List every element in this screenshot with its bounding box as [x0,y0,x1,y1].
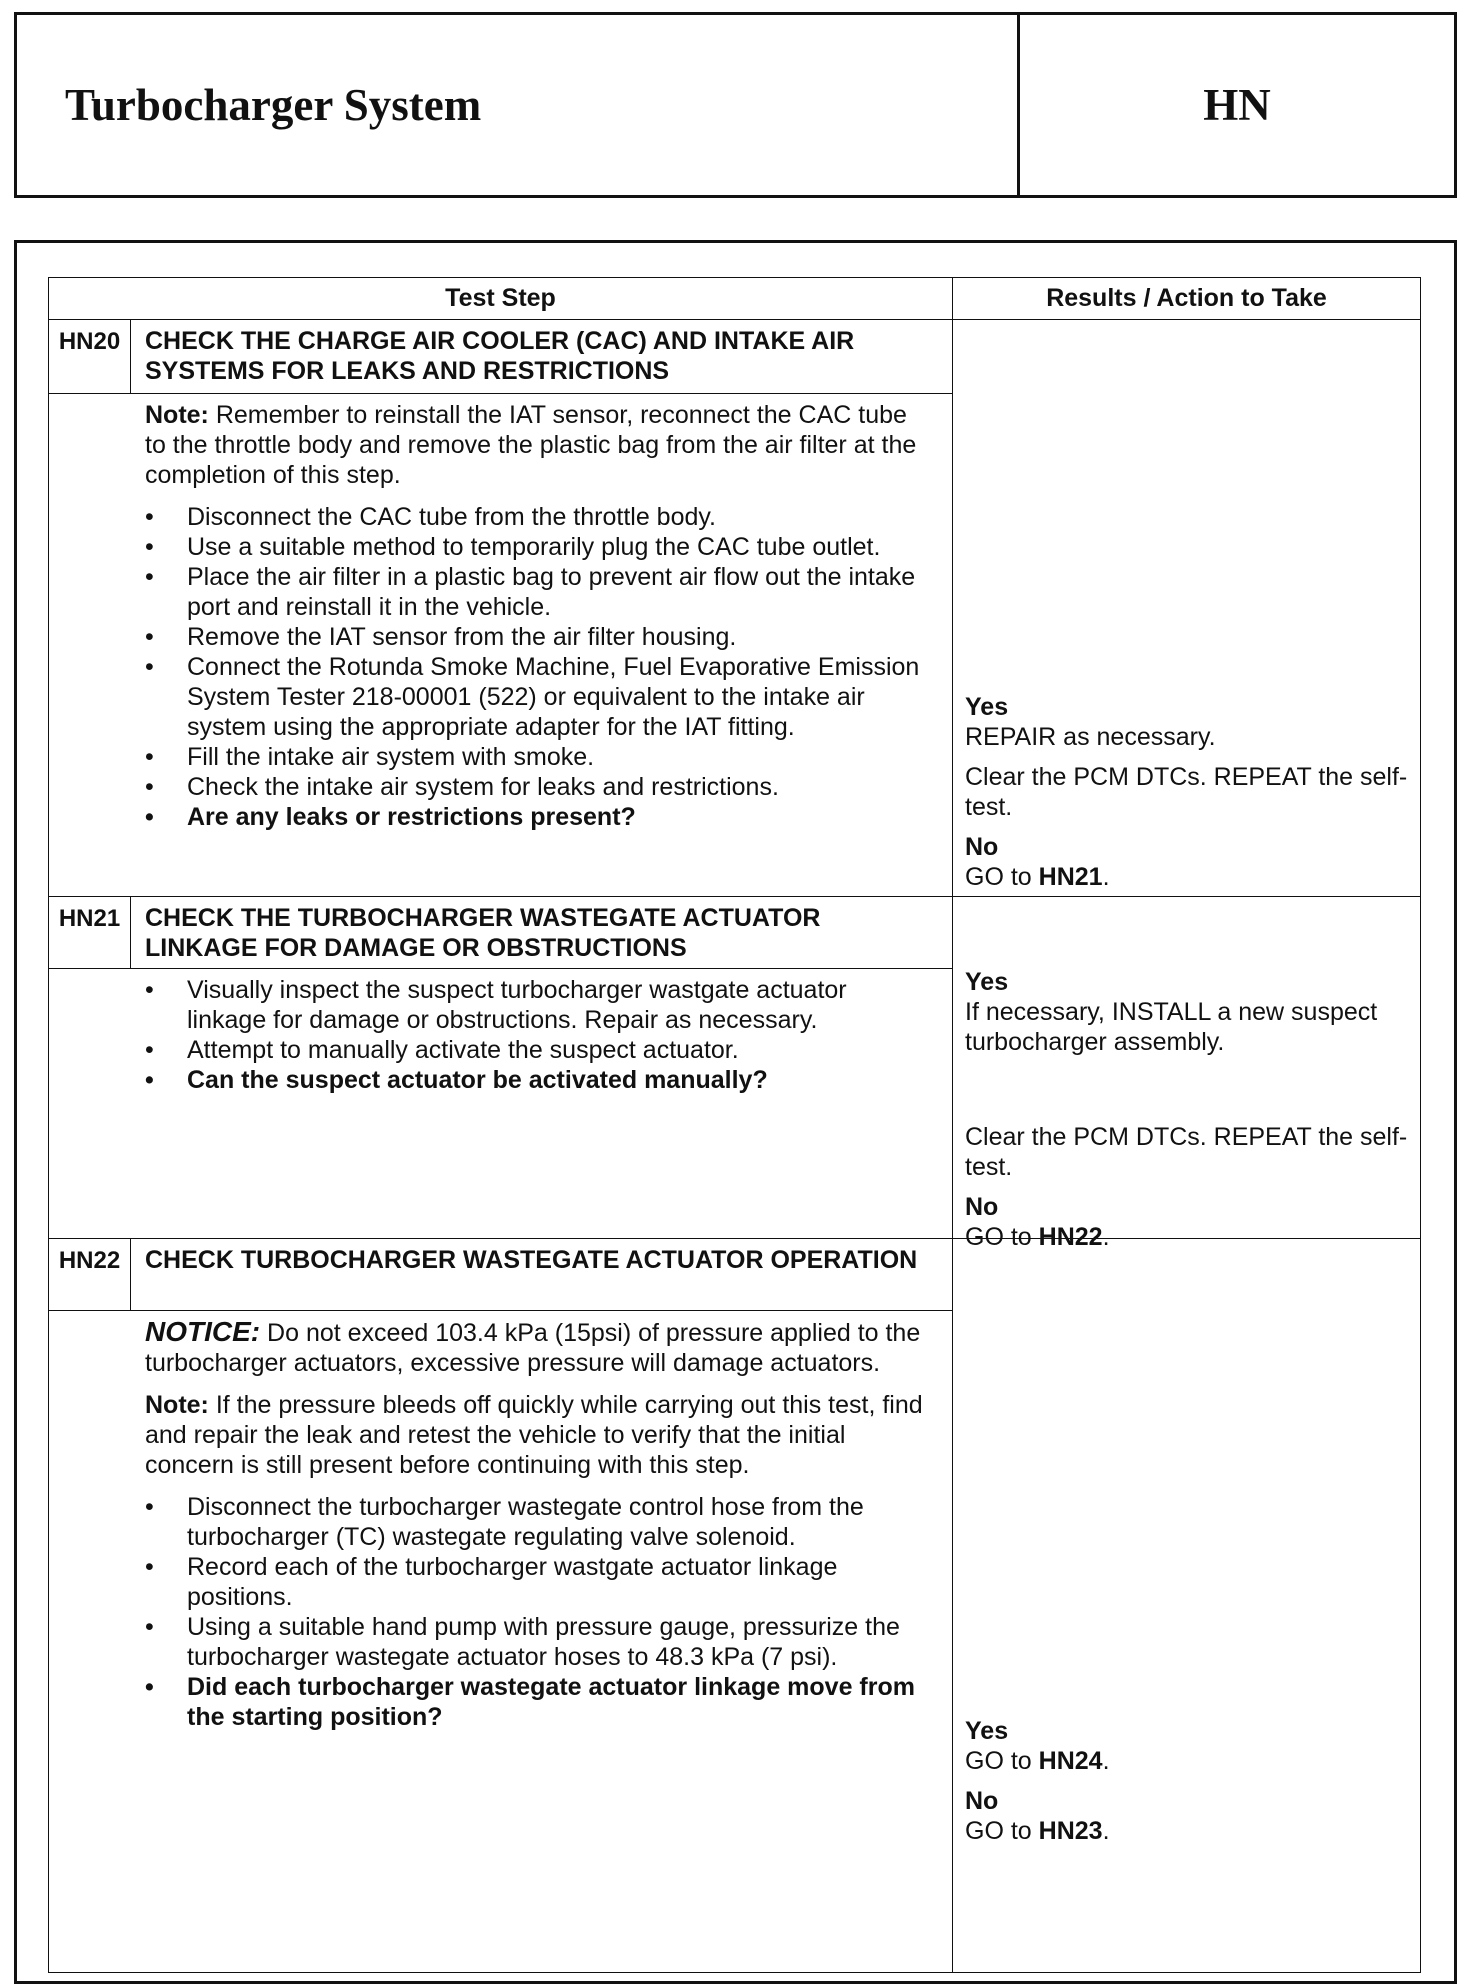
diagnostic-table [48,277,1421,1973]
step-title: CHECK THE CHARGE AIR COOLER (CAC) AND INTAKE AIR SYSTEMS FOR LEAKS AND RESTRICTIONS [131,320,953,394]
goto-suffix: . [1102,1223,1110,1251]
goto-suffix: . [1102,1817,1110,1845]
list-item: • Remove the IAT sensor from the air filter housing. [145,622,932,652]
no-label: No [965,833,999,861]
yes-label: Yes [965,1717,1009,1745]
step-question: • Are any leaks or restrictions present? [145,802,932,832]
list-item: • Record each of the turbocharger wastgate actuator linkage positions. [145,1552,932,1612]
goto-step-link[interactable]: HN23 [1038,1817,1103,1845]
instruction-list [145,1492,932,1732]
note-label: Note: [145,1391,209,1419]
step-results [953,1239,1420,1972]
yes-label: Yes [965,968,1009,996]
result-yes-no [965,692,1410,892]
step-instructions [49,1311,953,1972]
instruction-list [145,502,932,832]
section-code: HN [1017,15,1454,195]
list-item: • Connect the Rotunda Smoke Machine, Fuel Evaporative Emission System Tester 218-00001 (522) or equivalent to the intake air system using the appropriate adapter for the IAT fitting. [145,652,932,742]
yes-action: REPAIR as necessary. [965,723,1216,751]
step-instructions [49,394,953,897]
yes-action: If necessary, INSTALL a new suspect turbocharger assembly. [965,998,1378,1056]
goto-text: GO to [965,1747,1039,1775]
list-item: • Disconnect the turbocharger wastegate control hose from the turbocharger (TC) wastegate regulating valve solenoid. [145,1492,932,1552]
result-yes-no [965,1716,1410,1846]
list-item: • Place the air filter in a plastic bag to prevent air flow out the intake port and reinstall it in the vehicle. [145,562,932,622]
step-results [953,897,1420,1251]
no-action [965,862,1410,892]
no-action [965,1816,1410,1846]
step-question: • Did each turbocharger wastegate actuator linkage move from the starting position? [145,1672,932,1732]
note-paragraph [145,1390,932,1480]
instruction-list [145,975,932,1095]
goto-suffix: . [1102,863,1110,891]
step-question: • Can the suspect actuator be activated manually? [145,1065,932,1095]
goto-text: GO to [965,1817,1039,1845]
page-header [14,12,1457,198]
goto-step-link[interactable]: HN22 [1038,1223,1103,1251]
note-paragraph [145,400,932,490]
page-title: Turbocharger System [65,80,482,130]
list-item: • Visually inspect the suspect turbocharger wastgate actuator linkage for damage or obstructions. Repair as necessary. [145,975,932,1035]
column-header-results: Results / Action to Take [953,278,1420,320]
step-title: CHECK TURBOCHARGER WASTEGATE ACTUATOR OPERATION [131,1239,953,1311]
yes-label: Yes [965,693,1009,721]
column-header-test-step: Test Step [49,278,953,320]
goto-text: GO to [965,863,1039,891]
note-label: Note: [145,401,209,429]
list-item: • Disconnect the CAC tube from the throttle body. [145,502,932,532]
yes-action-followup: Clear the PCM DTCs. REPEAT the self-test. [965,1123,1408,1181]
step-number: HN22 [49,1239,131,1311]
step-title: CHECK THE TURBOCHARGER WASTEGATE ACTUATOR LINKAGE FOR DAMAGE OR OBSTRUCTIONS [131,897,953,969]
result-yes [965,967,1410,1057]
goto-suffix: . [1102,1747,1110,1775]
list-item: • Use a suitable method to temporarily plug the CAC tube outlet. [145,532,932,562]
goto-step-link[interactable]: HN24 [1038,1747,1103,1775]
step-results [953,320,1420,897]
step-number: HN20 [49,320,131,394]
no-label: No [965,1193,999,1221]
yes-action-followup: Clear the PCM DTCs. REPEAT the self-test. [965,763,1408,821]
list-item: • Using a suitable hand pump with pressure gauge, pressurize the turbocharger wastegate actuator hoses to 48.3 kPa (7 psi). [145,1612,932,1672]
no-label: No [965,1787,999,1815]
note-text: Remember to reinstall the IAT sensor, reconnect the CAC tube to the throttle body and remove the plastic bag from the air filter at the completion of this step. [145,401,917,489]
list-item: • Attempt to manually activate the suspect actuator. [145,1035,932,1065]
goto-step-link[interactable]: HN21 [1038,863,1103,891]
result-no [965,1122,1410,1252]
list-item: • Check the intake air system for leaks and restrictions. [145,772,932,802]
notice-paragraph [145,1317,932,1378]
notice-label: NOTICE: [145,1316,261,1347]
list-item: • Fill the intake air system with smoke. [145,742,932,772]
step-number: HN21 [49,897,131,969]
note-text: If the pressure bleeds off quickly while carrying out this test, find and repair the leak and retest the vehicle to verify that the initial concern is still present before continuing with this step. [145,1391,923,1479]
goto-text: GO to [965,1223,1039,1251]
notice-text: Do not exceed 103.4 kPa (15psi) of pressure applied to the turbocharger actuators, excessive pressure will damage actuators. [145,1319,921,1377]
step-instructions [49,969,953,1239]
yes-action [965,1746,1410,1776]
